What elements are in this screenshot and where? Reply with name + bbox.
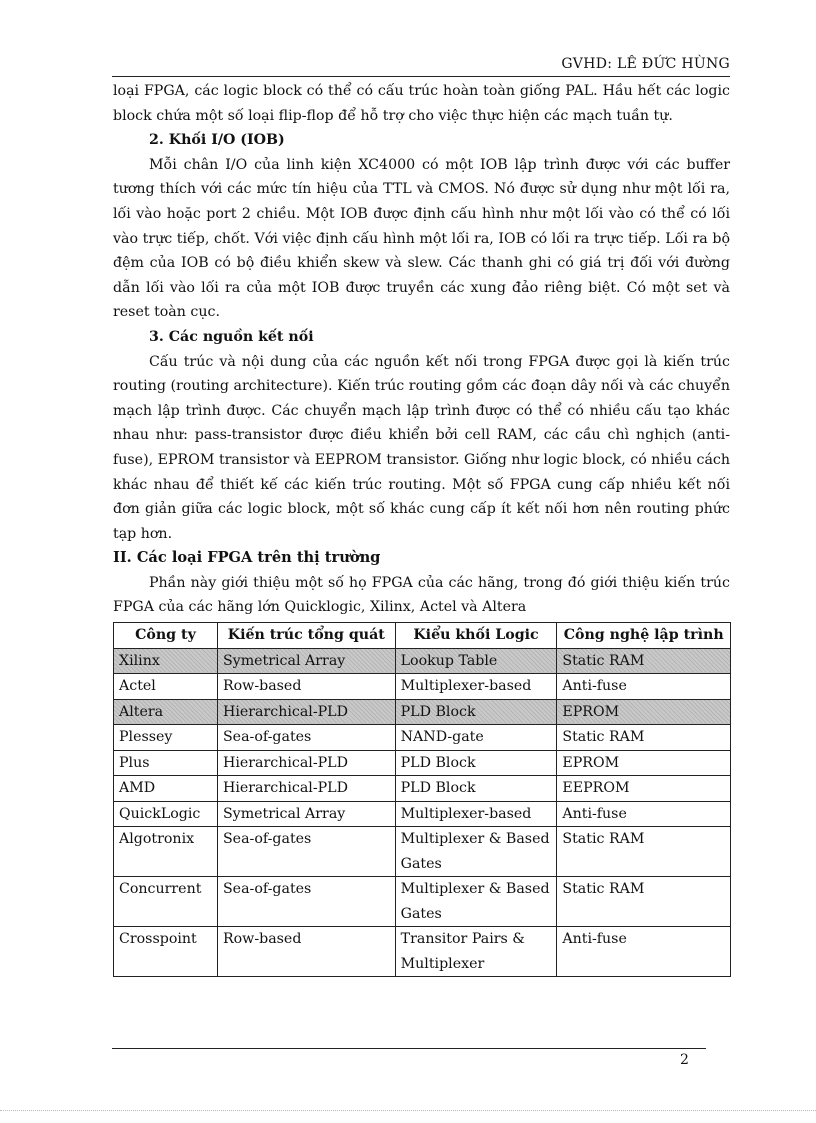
cell-logic-block: Multiplexer-based — [395, 801, 557, 827]
cell-programming-tech: Static RAM — [557, 725, 731, 751]
fpga-vendor-table — [113, 622, 731, 977]
cell-architecture: Hierarchical-PLD — [217, 699, 395, 725]
footer-divider — [112, 1048, 706, 1049]
table-row — [114, 648, 731, 674]
cell-programming-tech: EEPROM — [557, 776, 731, 802]
header-programming-tech: Công nghệ lập trình — [557, 623, 731, 649]
page-content — [113, 79, 730, 977]
cell-logic-block: Multiplexer-based — [395, 674, 557, 700]
cell-company: Actel — [114, 674, 218, 700]
routing-heading: 3. Các nguồn kết nối — [149, 328, 314, 345]
table-row — [114, 827, 731, 877]
cell-architecture: Sea-of-gates — [217, 877, 395, 927]
header-company: Công ty — [114, 623, 218, 649]
cell-company: Algotronix — [114, 827, 218, 877]
cell-programming-tech: Static RAM — [557, 877, 731, 927]
header-divider — [112, 76, 730, 77]
cell-programming-tech: Static RAM — [557, 648, 731, 674]
cell-architecture: Symetrical Array — [217, 648, 395, 674]
cell-programming-tech: Anti-fuse — [557, 801, 731, 827]
cell-company: Plus — [114, 750, 218, 776]
cell-company: Xilinx — [114, 648, 218, 674]
cell-architecture: Sea-of-gates — [217, 725, 395, 751]
table-row — [114, 750, 731, 776]
cell-logic-block: NAND-gate — [395, 725, 557, 751]
cell-architecture: Row-based — [217, 674, 395, 700]
cell-company: Altera — [114, 699, 218, 725]
intro-paragraph: loại FPGA, các logic block có thể có cấu trúc hoàn toàn giống PAL. Hầu hết các logic block chứa một số loại flip-flop để hỗ trợ cho việc thực hiện các mạch tuần tự. — [113, 83, 730, 124]
header-architecture: Kiến trúc tổng quát — [217, 623, 395, 649]
header-logic-block: Kiểu khối Logic — [395, 623, 557, 649]
cell-logic-block: PLD Block — [395, 750, 557, 776]
cell-programming-tech: Anti-fuse — [557, 674, 731, 700]
cell-logic-block: Multiplexer & Based Gates — [395, 877, 557, 927]
section-heading: II. Các loại FPGA trên thị trường — [113, 549, 381, 567]
routing-paragraph: Cấu trúc và nội dung của các nguồn kết nối trong FPGA được gọi là kiến trúc routing (routing architecture). Kiến trúc routing gồm các đoạn dây nối và các chuyển mạch lập trình được. Các chuyển mạch lập trình được có thể có nhiều cấu tạo khác nhau như: pass-transistor được điều khiển bởi cell RAM, các cầu chì nghịch (anti-fuse), EPROM transistor và EEPROM transistor. Giống như logic block, có nhiều cách khác nhau để thiết kế các kiến trúc routing. Một số FPGA cung cấp nhiều kết nối đơn giản giữa các logic block, một số khác cung cấp ít kết nối hơn nên routing phức tạp hơn. — [113, 353, 730, 542]
cell-logic-block: Transitor Pairs & Multiplexer — [395, 927, 557, 977]
cell-programming-tech: EPROM — [557, 750, 731, 776]
io-block-paragraph: Mỗi chân I/O của linh kiện XC4000 có một IOB lập trình được với các buffer tương thích với các mức tín hiệu của TTL và CMOS. Nó được sử dụng như một lối ra, lối vào hoặc port 2 chiều. Một IOB được định cấu hình như một lối vào có thể có lối vào trực tiếp, chốt. Với việc định cấu hình một lối ra, IOB có lối ra trực tiếp. Lối ra bộ đệm của IOB có bộ điều khiển skew và slew. Các thanh ghi có giá trị đối với đường dẫn lối vào lối ra của một IOB được truyền các xung đảo riêng biệt. Có một set và reset toàn cục. — [113, 156, 730, 321]
cell-architecture: Row-based — [217, 927, 395, 977]
page-header: GVHD: LÊ ĐỨC HÙNG — [561, 56, 730, 72]
cell-architecture: Hierarchical-PLD — [217, 750, 395, 776]
table-row — [114, 674, 731, 700]
cell-company: Concurrent — [114, 877, 218, 927]
cell-company: QuickLogic — [114, 801, 218, 827]
cell-programming-tech: Static RAM — [557, 827, 731, 877]
cell-logic-block: PLD Block — [395, 699, 557, 725]
table-header-row — [114, 623, 731, 649]
table-row — [114, 699, 731, 725]
page-number: 2 — [680, 1052, 689, 1068]
cell-logic-block: Multiplexer & Based Gates — [395, 827, 557, 877]
cell-programming-tech: Anti-fuse — [557, 927, 731, 977]
cell-architecture: Hierarchical-PLD — [217, 776, 395, 802]
table-row — [114, 801, 731, 827]
cell-logic-block: Lookup Table — [395, 648, 557, 674]
cell-programming-tech: EPROM — [557, 699, 731, 725]
cell-logic-block: PLD Block — [395, 776, 557, 802]
cell-architecture: Sea-of-gates — [217, 827, 395, 877]
section-paragraph: Phần này giới thiệu một số họ FPGA của các hãng, trong đó giới thiệu kiến trúc FPGA của các hãng lớn Quicklogic, Xilinx, Actel và Altera — [113, 574, 730, 616]
cell-architecture: Symetrical Array — [217, 801, 395, 827]
table-row — [114, 776, 731, 802]
cell-company: AMD — [114, 776, 218, 802]
table-row — [114, 877, 731, 927]
table-row — [114, 725, 731, 751]
page-edge-divider — [0, 1110, 816, 1111]
cell-company: Plessey — [114, 725, 218, 751]
cell-company: Crosspoint — [114, 927, 218, 977]
table-row — [114, 927, 731, 977]
io-block-heading: 2. Khối I/O (IOB) — [149, 132, 285, 149]
